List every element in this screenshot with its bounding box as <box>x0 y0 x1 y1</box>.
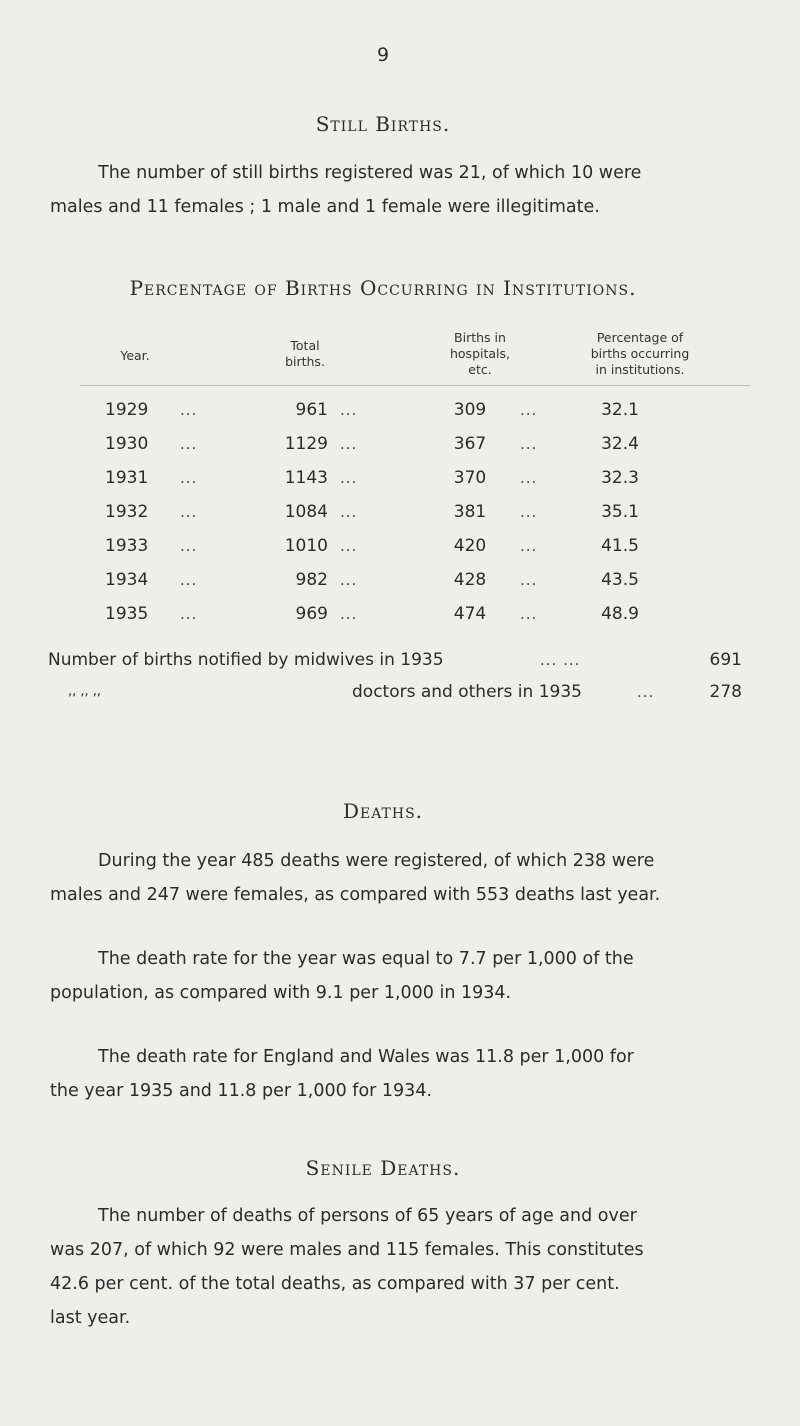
leader-dots: ... <box>180 571 198 589</box>
cell-hospital-births: 370 <box>453 468 487 488</box>
cell-percentage: 32.1 <box>601 400 639 420</box>
cell-total-births: 1084 <box>284 502 328 522</box>
deaths-paragraph-3 <box>50 1040 750 1108</box>
leader-dots: ... <box>520 605 538 623</box>
paragraph-line: was 207, of which 92 were males and 115 females. This constitutes <box>50 1240 644 1260</box>
leader-dots: ... <box>340 503 358 521</box>
cell-percentage: 48.9 <box>601 604 639 624</box>
institutions-heading: Percentage of Births Occurring in Institutions. <box>129 276 637 300</box>
still-births-heading: Still Births. <box>315 112 451 136</box>
cell-total-births: 982 <box>295 570 328 590</box>
leader-dots: ... <box>520 537 538 555</box>
cell-year: 1930 <box>105 434 149 454</box>
leader-dots: ... <box>180 435 198 453</box>
cell-year: 1935 <box>105 604 149 624</box>
leader-dots: ... <box>180 605 198 623</box>
paragraph-line: During the year 485 deaths were registered, of which 238 were <box>98 851 655 871</box>
paragraph-line: males and 11 females ; 1 male and 1 female were illegitimate. <box>50 197 600 217</box>
cell-percentage: 43.5 <box>601 570 639 590</box>
leader-dots: ... <box>180 537 198 555</box>
cell-year: 1932 <box>105 502 149 522</box>
cell-year: 1929 <box>105 400 149 420</box>
paragraph-line: population, as compared with 9.1 per 1,000 in 1934. <box>50 983 512 1003</box>
column-header-year: Year. <box>120 348 150 363</box>
cell-percentage: 32.4 <box>601 434 639 454</box>
cell-total-births: 1143 <box>284 468 328 488</box>
leader-dots: ... <box>340 605 358 623</box>
cell-year: 1931 <box>105 468 149 488</box>
midwives-leader: ... ... <box>540 651 581 669</box>
leader-dots: ... <box>340 401 358 419</box>
cell-percentage: 41.5 <box>601 536 639 556</box>
cell-hospital-births: 367 <box>453 434 487 454</box>
cell-percentage: 32.3 <box>601 468 639 488</box>
doctors-leader: ... <box>637 683 655 701</box>
paragraph-line: males and 247 were females, as compared with 553 deaths last year. <box>50 885 661 905</box>
paragraph-line: The number of deaths of persons of 65 years of age and over <box>98 1206 637 1226</box>
leader-dots: ... <box>520 401 538 419</box>
midwives-value: 691 <box>709 650 742 670</box>
leader-dots: ... <box>180 469 198 487</box>
cell-hospital-births: 474 <box>453 604 487 624</box>
cell-total-births: 1010 <box>284 536 328 556</box>
page-number: 9 <box>376 44 390 66</box>
cell-total-births: 961 <box>295 400 328 420</box>
leader-dots: ... <box>340 537 358 555</box>
cell-total-births: 1129 <box>284 434 328 454</box>
senile-deaths-heading: Senile Deaths. <box>305 1156 461 1180</box>
doctors-value: 278 <box>709 682 742 702</box>
senile-deaths-paragraph <box>50 1199 750 1335</box>
paragraph-line: The number of still births registered was 21, of which 10 were <box>98 163 642 183</box>
paragraph-line: the year 1935 and 11.8 per 1,000 for 1934. <box>50 1081 433 1101</box>
leader-dots: ... <box>520 435 538 453</box>
deaths-heading: Deaths. <box>342 799 424 823</box>
column-header-percentage: Percentage of births occurring in institutions. <box>590 330 690 377</box>
cell-year: 1934 <box>105 570 149 590</box>
cell-hospital-births: 381 <box>453 502 487 522</box>
paragraph-line: The death rate for the year was equal to 7.7 per 1,000 of the <box>98 949 634 969</box>
still-births-paragraph <box>50 156 750 224</box>
leader-dots: ... <box>520 503 538 521</box>
deaths-paragraph-1 <box>50 844 750 912</box>
paragraph-line: The death rate for England and Wales was 11.8 per 1,000 for <box>98 1047 634 1067</box>
deaths-paragraph-2 <box>50 942 750 1010</box>
cell-percentage: 35.1 <box>601 502 639 522</box>
column-header-total-births: Total births. <box>285 338 325 369</box>
leader-dots: ... <box>520 571 538 589</box>
cell-total-births: 969 <box>295 604 328 624</box>
leader-dots: ... <box>520 469 538 487</box>
ditto-marks: ,, ,, ,, <box>68 684 102 699</box>
midwives-label: Number of births notified by midwives in 1935 <box>48 650 444 670</box>
cell-year: 1933 <box>105 536 149 556</box>
leader-dots: ... <box>180 401 198 419</box>
leader-dots: ... <box>180 503 198 521</box>
cell-hospital-births: 420 <box>453 536 487 556</box>
leader-dots: ... <box>340 435 358 453</box>
paragraph-line: last year. <box>50 1308 131 1328</box>
table-header-rule <box>80 385 750 386</box>
paragraph-line: 42.6 per cent. of the total deaths, as compared with 37 per cent. <box>50 1274 620 1294</box>
cell-hospital-births: 428 <box>453 570 487 590</box>
doctors-label: doctors and others in 1935 <box>352 682 582 702</box>
column-header-hospital-births: Births in hospitals, etc. <box>449 330 510 377</box>
leader-dots: ... <box>340 469 358 487</box>
cell-hospital-births: 309 <box>453 400 487 420</box>
leader-dots: ... <box>340 571 358 589</box>
